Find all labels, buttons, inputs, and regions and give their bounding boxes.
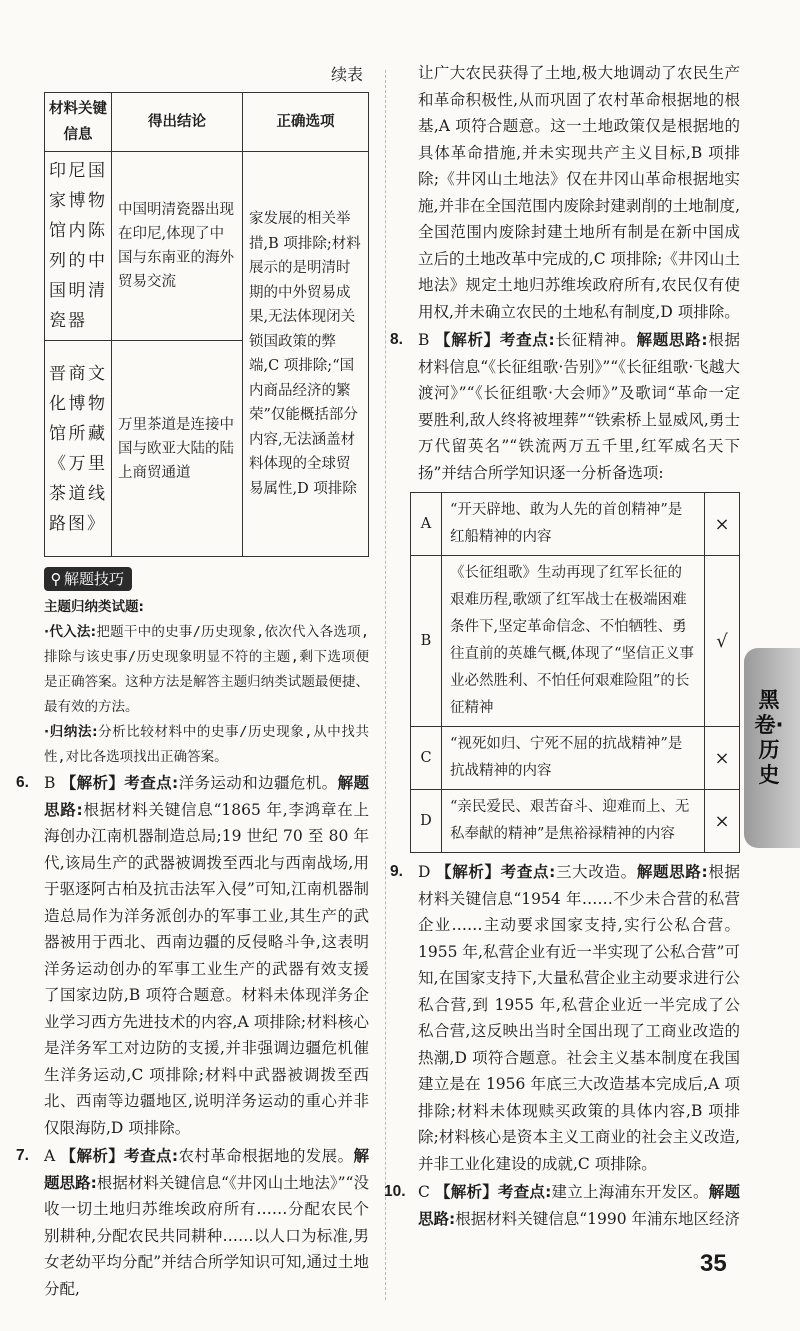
analysis-tag: 【解析】考查点: <box>436 863 556 881</box>
table-header-row <box>45 93 369 152</box>
idea-label: 解题思路: <box>418 1183 740 1228</box>
answer-letter: B <box>418 331 430 349</box>
answer-letter: D <box>418 863 431 881</box>
option-text: “视死如归、宁死不屈的抗战精神”是抗战精神的内容 <box>442 727 705 790</box>
method-name: ·代入法: <box>44 624 97 640</box>
page-number: 35 <box>700 1250 727 1277</box>
q7-continuation: 让广大农民获得了土地,极大地调动了农民生产和革命积极性,从而巩固了农村革命根据地的根基,A 项符合题意。这一土地政策仅是根据地的具体革命措施,并未实现共产主义目标,B 项排除;《井冈山土地法》仅在井冈山革命根据地实施,并非在全国范围内废除封建剥削的土地制度,全国范围内废除封建土地所有制是在新中国成立后的土地改革中完成的,C 项排除;《井冈山土地法》规定土地归苏维埃政府所有,农民仅有使用权,并未确立农民的土地私有制度,D 项排除。 <box>418 64 740 321</box>
question-number: 10. <box>384 1183 406 1200</box>
option-letter: C <box>411 727 442 790</box>
analysis-body: 根据材料关键信息“1954 年……不少未合营的私营企业……主动要求国家支持,实行公私合营。1955 年,私营企业有近一半实现了公私合营”可知,在国家支持下,大量私营企业主动要求进行公私合营,到 1955 年,私营企业近一半完成了公私合营,这反映出当时全国出现了工商业改造的热潮,D 项符合题意。社会主义基本制度在我国建立是在 1956 年底三大改造基本完成后,A 项排除;材料未体现赎买政策的具体内容,B 项排除;材料核心是资本主义工商业的社会主义改造,并非工业化建设的成就,C 项排除。 <box>418 863 740 1173</box>
cross-icon: × <box>705 790 740 853</box>
continuation-label: 续表 <box>330 65 363 84</box>
analysis-table <box>44 92 369 557</box>
material-cell: 晋商文化博物馆所藏《万里茶道线路图》 <box>45 341 112 557</box>
material-cell: 印尼国家博物馆内陈列的中国明清瓷器 <box>45 152 112 341</box>
analysis-body: 根据材料关键信息“1865 年,李鸿章在上海创办江南机器制造总局;19 世纪 70 至 80 年代,该局生产的武器被调拨至西北与西南战场,用于驱逐阿古柏及抗击法军入侵”可知,江南机器制造总局作为洋务派创办的军事工业,其生产的武器被用于西北、西南边疆的反侵略斗争,这表明洋务运动创办的军事工业生产的武器有效支援了国家边防,B 项符合题意。材料未体现洋务企业学习西方先进技术的内容,A 项排除;材料核心是洋务军工对边防的支援,并非强调边疆危机催生洋务运动,C 项排除;材料中武器被调拨至西北、西南等边疆地区,说明洋务运动的重心并非仅限海防,D 项排除。 <box>44 800 369 1137</box>
option-row <box>411 727 740 790</box>
option-row <box>411 493 740 556</box>
option-row <box>411 790 740 853</box>
header-option: 正确选项 <box>243 93 369 152</box>
exam-point: 三大改造。 <box>555 863 637 881</box>
conclusion-cell: 中国明清瓷器出现在印尼,体现了中国与东南亚的海外贸易交流 <box>112 152 243 341</box>
question-6 <box>16 770 369 1141</box>
method-name: ·归纳法: <box>44 724 98 740</box>
exam-point: 长征精神。 <box>554 331 637 349</box>
analysis-body: 根据材料关键信息“1990 年浦东地区经济 <box>455 1209 741 1228</box>
key-icon: ⚲ <box>50 570 62 588</box>
question-number: 6. <box>16 774 29 791</box>
header-conclusion: 得出结论 <box>112 93 243 152</box>
analysis-tag: 【解析】考查点: <box>60 1147 179 1165</box>
option-letter: B <box>411 556 442 727</box>
side-tab-label: 黑卷·历史 <box>754 688 784 787</box>
header-material: 材料关键信息 <box>45 93 112 152</box>
subject-side-tab <box>744 648 800 848</box>
option-text: “亲民爱民、艰苦奋斗、迎难而上、无私奉献的精神”是焦裕禄精神的内容 <box>442 790 705 853</box>
options-table <box>410 492 740 853</box>
answer-letter: A <box>44 1147 56 1165</box>
idea-label: 解题思路: <box>44 774 369 819</box>
option-letter: D <box>411 790 442 853</box>
cross-icon: × <box>705 727 740 790</box>
tips-badge <box>44 567 132 591</box>
answer-letter: C <box>418 1183 430 1201</box>
conclusion-cell: 万里茶道是连接中国与欧亚大陆的陆上商贸通道 <box>112 341 243 557</box>
column-divider <box>385 70 387 1300</box>
question-number: 7. <box>16 1147 29 1164</box>
left-column <box>16 60 370 1302</box>
question-number: 9. <box>390 863 403 880</box>
option-text: 《长征组歌》生动再现了红军长征的艰难历程,歌颂了红军战士在极端困难条件下,坚定革命信念、不怕牺牲、勇往直前的英雄气概,体现了“坚信正义事业必然胜利、不怕任何艰难险阻”的长征精神 <box>442 556 705 727</box>
analysis-body: 根据材料关键信息“《井冈山土地法》”“没收一切土地归苏维埃政府所有……分配农民个别耕种,分配农民共同耕种……以人口为标准,男女老幼平均分配”并结合所学知识可知,通过土地分配, <box>44 1173 370 1298</box>
exam-point: 农村革命根据地的发展。 <box>178 1147 354 1165</box>
table-row <box>45 152 369 341</box>
tips-title: 主题归纳类试题: <box>44 599 144 615</box>
question-7 <box>16 1143 370 1302</box>
question-8 <box>390 327 740 486</box>
right-column <box>384 60 741 1232</box>
analysis-tag: 【解析】考查点: <box>435 331 555 349</box>
tips-badge-label: 解题技巧 <box>64 570 125 588</box>
option-text: “开天辟地、敢为人先的首创精神”是红船精神的内容 <box>442 493 705 556</box>
method-text: 分析比较材料中的史事/历史现象,从中找共性,对比各选项找出正确答案。 <box>44 724 369 765</box>
analysis-body: 根据材料信息“《长征组歌·告别》”“《长征组歌·飞越大渡河》”“《长征组歌·大会师》”及歌词“革命一定要胜利,敌人终将被埋葬”“铁索桥上显威风,勇士万代留英名”“铁流两万五千里,红军威名天下扬”并结合所学知识逐一分析备选项: <box>418 331 740 482</box>
idea-label: 解题思路: <box>636 863 708 881</box>
idea-label: 解题思路: <box>636 331 708 349</box>
cross-icon: × <box>705 493 740 556</box>
tips-block <box>44 595 369 770</box>
question-10 <box>384 1179 741 1232</box>
question-number: 8. <box>390 331 403 348</box>
option-row <box>411 556 740 727</box>
answer-letter: B <box>44 774 56 792</box>
question-9 <box>390 859 740 1177</box>
exam-point: 洋务运动和边疆危机。 <box>178 774 338 792</box>
method-text: 把题干中的史事/历史现象,依次代入各选项,排除与该史事/历史现象明显不符的主题,剩下选项便是正确答案。这种方法是解答主题归纳类试题最便捷、最有效的方法。 <box>44 624 370 715</box>
analysis-tag: 【解析】考查点: <box>60 774 179 792</box>
idea-label: 解题思路: <box>44 1147 369 1192</box>
option-letter: A <box>411 493 442 556</box>
analysis-tag: 【解析】考查点: <box>435 1183 552 1201</box>
option-cell: 家发展的相关举措,B 项排除;材料展示的是明清时期的中外贸易成果,无法体现闭关锁国政策的弊端,C 项排除;“国内商品经济的繁荣”仅能概括部分内容,无法涵盖材料体现的全球贸易属性,D 项排除 <box>243 152 369 557</box>
exam-point: 建立上海浦东开发区。 <box>551 1183 709 1201</box>
check-icon: √ <box>705 556 740 727</box>
